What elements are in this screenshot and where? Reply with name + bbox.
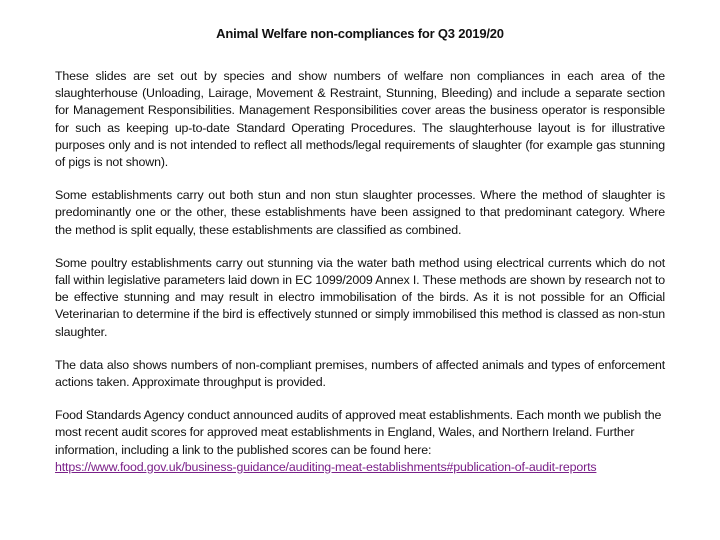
paragraph-stun-methods: Some establishments carry out both stun and non stun slaughter processes. Where the method of slaughter is predominantly one or the other, these establishments have been assigned to that predominant category. Where the method is split equally, these establishments are classified as combined. — [55, 188, 665, 237]
audit-reports-link[interactable]: https://www.food.gov.uk/business-guidance/auditing-meat-establishments#publication-of-audit-reports — [55, 459, 597, 474]
audit-text: Food Standards Agency conduct announced audits of approved meat establishments. Each month we publish the most recent audit scores for approved meat establishments in England, Wales, and Northern Ireland. Further information, including a link to the published scores can be found here: — [55, 408, 662, 457]
paragraph-audits — [55, 407, 665, 476]
paragraph-data-summary: The data also shows numbers of non-compliant premises, numbers of affected animals and types of enforcement actions taken. Approximate throughput is provided. — [55, 357, 665, 390]
paragraph-layout-explanation: These slides are set out by species and show numbers of welfare non compliances in each area of the slaughterhouse (Unloading, Lairage, Movement & Restraint, Stunning, Bleeding) and include a separate section for Management Responsibilities. Management Responsibilities cover areas the business operator is responsible for such as keeping up-to-date Standard Operating Procedures. The slaughterhouse layout is for illustrative purposes only and is not intended to reflect all methods/legal requirements of slaughter (for example gas stunning of pigs is not shown). — [55, 69, 665, 170]
slide-title: Animal Welfare non-compliances for Q3 2019/20 — [216, 26, 504, 41]
slide-body — [55, 68, 665, 476]
paragraph-poultry-stunning: Some poultry establishments carry out stunning via the water bath method using electrical currents which do not fall within legislative parameters laid down in EC 1099/2009 Annex I. These methods are shown by research not to be effective stunning and may result in electro immobilisation of the birds. As it is not possible for an Official Veterinarian to determine if the bird is effectively stunned or simply immobilised this method is classed as non-stun slaughter. — [55, 255, 665, 339]
